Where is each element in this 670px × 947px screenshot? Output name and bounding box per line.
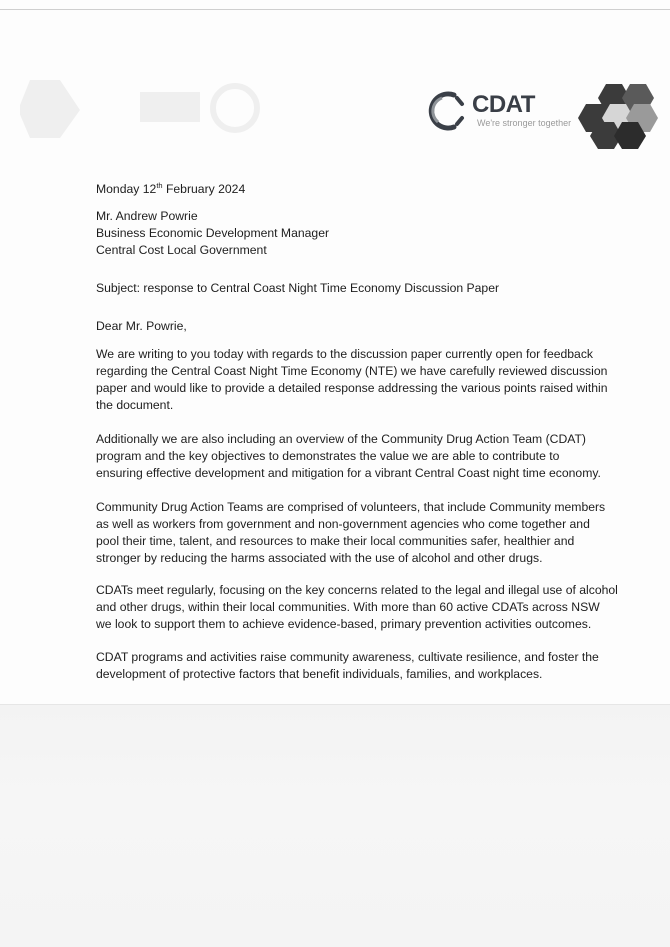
paragraph-line: ensuring effective development and mitigation for a vibrant Central Coast night time economy.	[96, 466, 601, 480]
date-month-year: February 2024	[162, 182, 246, 196]
cdat-logo-wordmark: CDAT	[472, 91, 535, 118]
recipient-address	[96, 208, 596, 259]
cdat-logo-tagline: We're stronger together	[477, 118, 572, 128]
scan-bleed-mark	[20, 70, 260, 140]
page-top-edge	[0, 9, 670, 10]
paragraph-line: Community Drug Action Teams are comprised of volunteers, that include Community members	[96, 500, 606, 514]
paragraph-line: pool their time, talent, and resources to make their local communities safer, healthier and	[96, 534, 575, 548]
cdat-logo	[424, 82, 664, 152]
letter-date	[96, 181, 596, 198]
paragraph-line: CDAT programs and activities raise community awareness, cultivate resilience, and foster the	[96, 650, 599, 664]
body-paragraph-1	[96, 346, 608, 414]
scan-blank-area	[0, 705, 670, 947]
date-ordinal: th	[156, 180, 163, 190]
paragraph-line: we look to support them to achieve evidence-based, primary prevention activities outcomes.	[96, 617, 592, 631]
body-paragraph-5	[96, 649, 599, 683]
paragraph-line: and other drugs, within their local communities. With more than 60 active CDATs across NSW	[96, 600, 600, 614]
paragraph-line: We are writing to you today with regards to the discussion paper currently open for feedback	[96, 347, 594, 361]
paragraph-line: development of protective factors that benefit individuals, families, and workplaces.	[96, 667, 543, 681]
body-paragraph-3	[96, 499, 606, 567]
paragraph-line: the document.	[96, 398, 174, 412]
paragraph-line: Additionally we are also including an overview of the Community Drug Action Team (CDAT)	[96, 432, 586, 446]
paragraph-line: stronger by reducing the harms associated with the use of alcohol and other drugs.	[96, 551, 543, 565]
paragraph-line: paper and would like to provide a detailed response addressing the various points raised within	[96, 381, 608, 395]
paragraph-line: as well as workers from government and non-government agencies who come together and	[96, 517, 590, 531]
recipient-title: Business Economic Development Manager	[96, 226, 330, 240]
letter-subject: Subject: response to Central Coast Night Time Economy Discussion Paper	[96, 281, 500, 295]
cdat-logo-mark	[426, 89, 470, 133]
paragraph-line: regarding the Central Coast Night Time Economy (NTE) we have carefully reviewed discussion	[96, 364, 608, 378]
date-day: Monday 12	[96, 182, 157, 196]
body-paragraph-2	[96, 431, 601, 482]
hexagon-cluster-icon	[576, 82, 662, 150]
recipient-name: Mr. Andrew Powrie	[96, 209, 198, 223]
letter-greeting: Dear Mr. Powrie,	[96, 319, 187, 333]
body-paragraph-4	[96, 582, 618, 633]
paragraph-line: program and the key objectives to demonstrates the value we are able to contribute to	[96, 449, 560, 463]
recipient-organisation: Central Cost Local Government	[96, 243, 267, 257]
paragraph-line: CDATs meet regularly, focusing on the key concerns related to the legal and illegal use of alcohol	[96, 583, 618, 597]
